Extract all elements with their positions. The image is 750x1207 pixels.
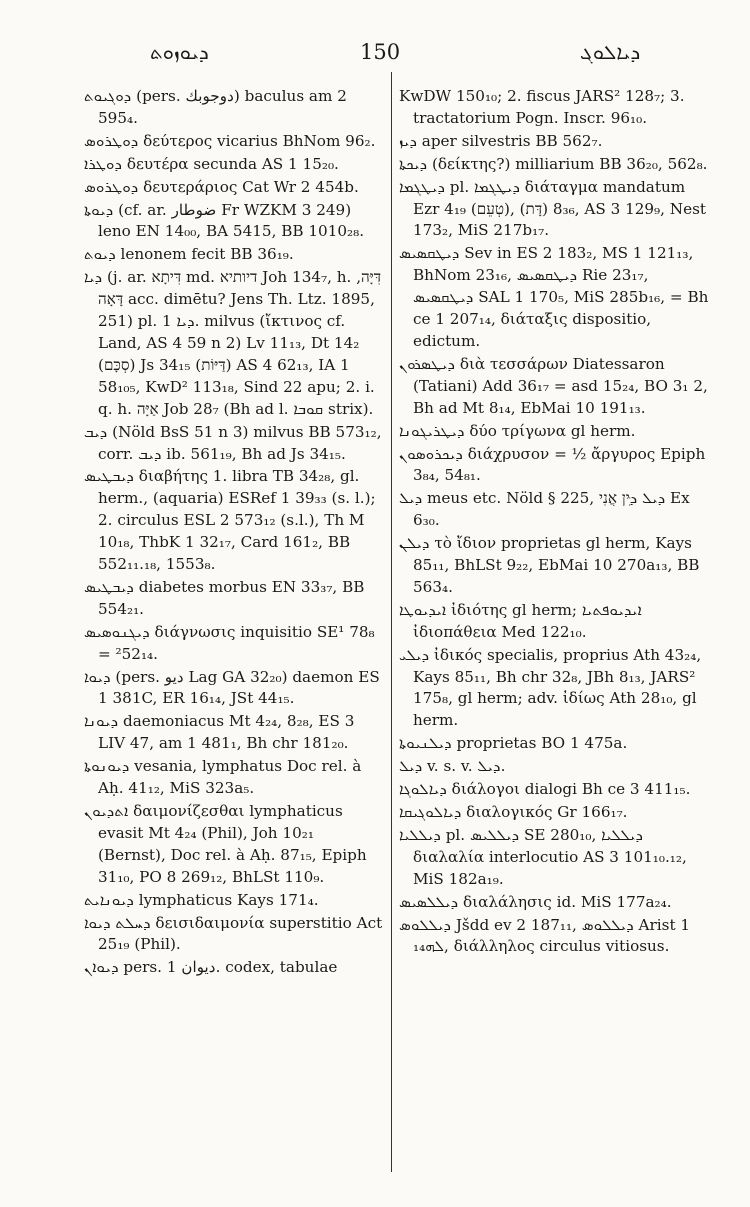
dictionary-entry: ܕܝܠܢܝܘܬܐ proprietas BO 1 475a.	[399, 734, 628, 753]
dictionary-entry: ܕܝܐܠܘܓܝܩܐ διαλογικός Gr 166₁₇.	[399, 803, 628, 821]
dictionary-entry: ܕܝܘܢܘܬܐ vesania, lymphatus Doc rel. à Aḥ. 41₁₂, MiS 323a₅.	[84, 757, 362, 798]
page-header	[0, 40, 750, 70]
dictionary-entry: ܕܝܛܓܡܐ pl. ܕܝܛܓܡܐ διάταγμα mandatum Ezr 4₁₉ (טְעֵם), 8₃₆ (דָּת), AS 3 129₉, Nest 173₂, MiS 217b₁₇.	[399, 177, 706, 240]
dictionary-entry: ܕܝܙ aper silvestris BB 562₇.	[399, 131, 603, 150]
dictionary-entry: ܕܝܘܬ lenonem fecit BB 36₁₉.	[84, 245, 294, 264]
dictionary-entry: ܕܝܘܐܢ pers. ديوان 1. codex, tabulae	[84, 958, 338, 977]
dictionary-entry: ܕܝܒܛܝܣ diabetes morbus EN 33₃₇, BB 554₂₁.	[84, 577, 365, 618]
dictionary-entry: ܕܝܠ v. s. v. ܕܝܠ.	[399, 757, 506, 776]
dictionary-entry: ܕܘܛܪܘܣ δευτεράριος Cat Wr 2 454b.	[84, 177, 359, 196]
dictionary-entry: ܕܝܒ (Nöld BsS 51 n 3) milvus BB 573₁₂, corr. ܕܝܒ ib. 561₁₉, Bh ad Js 34₁₅.	[84, 422, 382, 463]
dictionary-entry: ܕܝܘܐ (pers. ديو Lag GA 32₂₀) daemon ES 1 381C, ER 16₁₄, JSt 44₁₅.	[84, 667, 380, 708]
page-number: 150	[360, 40, 401, 64]
dictionary-entry: ܕܘܓܝܘܬ (pers. دوجوبك) baculus am 2 595₄.	[84, 87, 347, 127]
dictionary-entry: ܐܝܕܝܘܛܐ ἰδιότης gl herm; ܐܝܕܝܘܦܬܝܐ ἰδιοπάθεια Med 122₁₀.	[399, 600, 642, 641]
dictionary-entry: ܕܝܘܢܐ daemoniacus Mt 4₂₄, 8₂₈, ES 3 LIV 47, am 1 481₁, Bh chr 181₂₀.	[84, 712, 355, 753]
dictionary-entry: ܕܝܠܠܘܣ Jšdd ev 2 187₁₁, ܕܝܠܠܘܣ Arist 1 ܠܗ₁₄, διάλληλος circulus vitiosus.	[399, 915, 691, 956]
dictionary-entry: ܕܝܟܪܘܣܘܢ διάχρυσον = ½ ἄργυρος Epiph 3₈₄, 54₈₁.	[399, 444, 706, 485]
running-head-right: ܕܝܐܠܘܓ	[580, 40, 641, 64]
dictionary-entry: ܕܝܓܢܘܣܝܣ διάγνωσις inquisitio SE¹ 78₈ = ²52₁₄.	[84, 622, 375, 663]
dictionary-entry: ܕܝܛܩܣܝܣ Sev in ES 2 183₂, MS 1 121₁₃, BhNom 23₁₆, ܕܝܛܩܣܝܣ Rie 23₁₇, ܕܝܛܩܣܝܣ SAL 1 170₅, MiS 285b₁₆, = Bh ce 1 207₁₄, διάταξις dispositio, edictum.	[399, 244, 709, 350]
dictionary-entry: ܕܝܐ (j. ar. דִּיתָא md. דיותיא Joh 134₇, h. דִּיָּה, דָּאָה acc. dimētu? Jens Th. Ltz. 1895, 251) pl. ܕܝܐ 1. milvus (ἴκτινος cf. Land, AS 4 59 n 2) Lv 11₁₃, Dt 14₂ (סְכָּם) Js 34₁₅ (דַּיּוֹת) AS 4 62₁₃, IA 1 58₁₀₅, KwD² 113₁₈, Sind 22 apu; 2. i. q. h. אַיָּה Job 28₇ (Bh ad l. ܩܘܒܐ strix).	[84, 268, 382, 418]
dictionary-entry: ܐܬܕܝܘܢ δαιμονίζεσθαι lymphaticus evasit Mt 4₂₄ (Phil), Joh 10₂₁ (Bernst), Doc rel. à Aḥ. 87₁₅, Epiph 31₁₀, PO 8 269₁₂, BhLSt 110₉.	[84, 802, 367, 886]
dictionary-entry: ܕܝܠܠܣܝܣ διαλάλησις id. MiS 177a₂₄.	[399, 892, 672, 911]
dictionary-entry: ܕܚܠܬ ܕܝܘܐ δεισιδαιμονία superstitio Act 25₁₉ (Phil).	[84, 913, 383, 954]
dictionary-entry: ܕܝܘܢܐܝܬ lymphaticus Kays 171₄.	[84, 890, 319, 909]
dictionary-entry: ܕܘܛܪܐ δευτέρα secunda AS 1 15₂₀.	[84, 154, 339, 173]
right-column	[399, 86, 713, 959]
dictionary-entry: ܕܝܠܠܝܐ pl. ܕܝܠܠܝܣ SE 280₁₀, ܕܝܠܠܝܐ διαλαλία interlocutio AS 3 101₁₀.₁₂, MiS 182a₁₉.	[399, 825, 687, 888]
dictionary-entry: ܕܝܘܬܐ (cf. ar. ضوطار Fr WZKM 3 249) leno EN 14₀₀, BA 5415, BB 1010₂₈.	[84, 200, 365, 241]
dictionary-entry: ܕܘܛܪܘܣ δεύτερος vicarius BhNom 96₂.	[84, 131, 376, 150]
column-divider	[391, 72, 392, 1172]
dictionary-entry: ܕܝܛܪܝܓܘܢܐ δύο τρίγωνα gl herm.	[399, 421, 636, 440]
dictionary-entry: ܕܝܟܬܐ (δείκτης?) milliarium BB 36₂₀, 562₈.	[399, 154, 708, 173]
running-head-left: ܕܝܘܙܘܬ	[150, 40, 209, 64]
dictionary-entry: ܕܝܠ meus etc. Nöld § 225, ܕܝܠ ܕִּין אֲנִי Ex 6₃₀.	[399, 489, 690, 530]
dictionary-entry: ܕܝܐܠܘܓܐ διάλογοι dialogi Bh ce 3 411₁₅.	[399, 780, 691, 799]
dictionary-entry: ܕܝܠܝ ἰδικός specialis, proprius Ath 43₂₄, Kays 85₁₁, Bh chr 32₈, JBh 8₁₃, JARS² 175₈, gl herm; adv. ἰδίως Ath 28₁₀, gl herm.	[399, 645, 702, 730]
dictionary-entry: KwDW 150₁₀; 2. fiscus JARS² 128₇; 3. tractatorium Pogn. Inscr. 96₁₀.	[399, 87, 685, 127]
left-column	[84, 86, 386, 980]
dictionary-entry: ܕܝܛܣܪܘܢ διὰ τεσσάρων Diatessaron (Tatiani) Add 36₁₇ = asd 15₂₄, BO 3₁ 2, Bh ad Mt 8₁₄, EbMai 10 191₁₃.	[399, 354, 708, 417]
dictionary-entry: ܕܝܒܛܝܣ διαβήτης 1. libra TB 34₂₈, gl. herm., (aquaria) ESRef 1 39₃₃ (s. l.); 2. circulus ESL 2 573₁₂ (s.l.), Th M 10₁₈, ThbK 1 32₁₇, Card 161₂, BB 552₁₁.₁₈, 1553₈.	[84, 467, 376, 574]
dictionary-entry: ܕܝܠܢ τὸ ἴδιον proprietas gl herm, Kays 85₁₁, BhLSt 9₂₂, EbMai 10 270a₁₃, BB 563₄.	[399, 534, 700, 596]
